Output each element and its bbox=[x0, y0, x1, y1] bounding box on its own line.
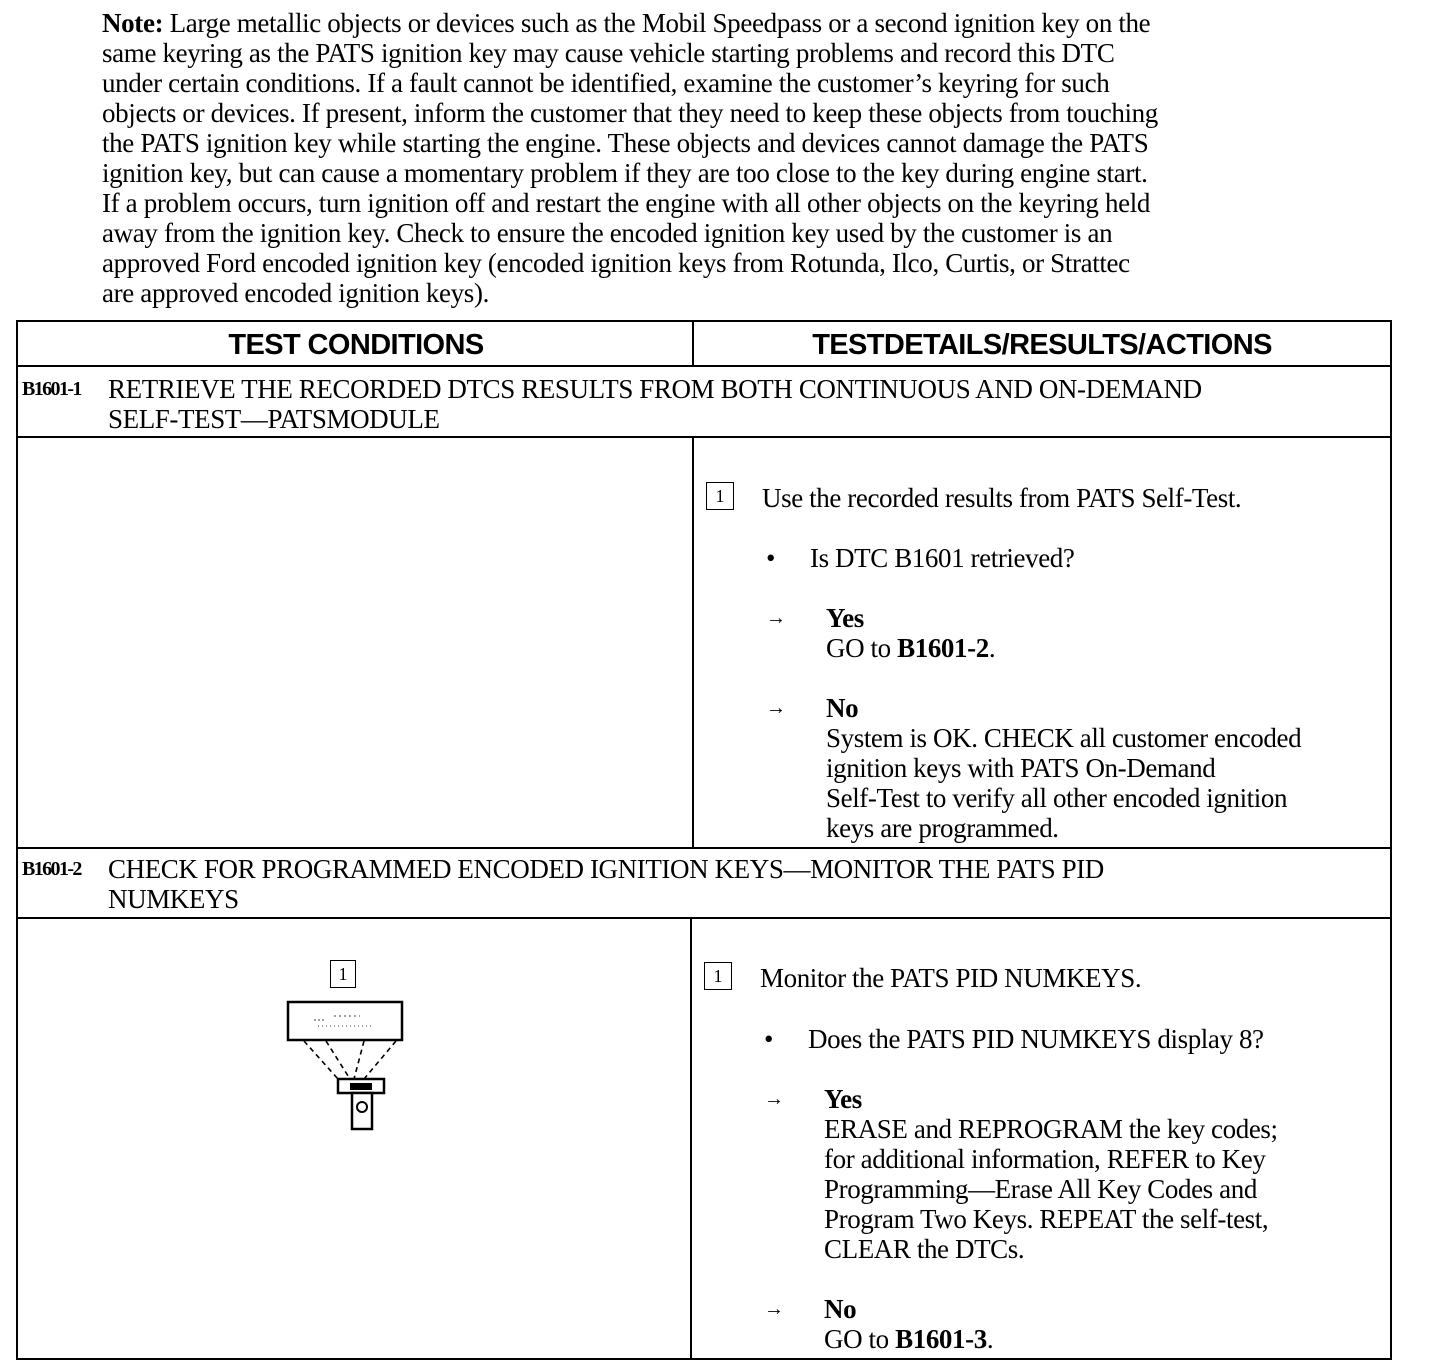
step-1-number-box: 1 bbox=[706, 482, 734, 510]
note-line-10: are approved encoded ignition keys). bbox=[102, 278, 490, 308]
note-line-5: the PATS ignition key while starting the engine. These objects and devices cannot damage the PATS bbox=[102, 128, 1149, 158]
arrow-right-icon: → bbox=[766, 607, 786, 629]
step-2-instruction: Monitor the PATS PID NUMKEYS. bbox=[760, 963, 1142, 993]
step-1-yes-label: Yes bbox=[826, 603, 864, 633]
step-1-yes-prefix: GO to bbox=[826, 633, 898, 663]
step-2-no-label: No bbox=[824, 1294, 857, 1324]
step-2-number-box: 1 bbox=[704, 962, 732, 990]
step-2-yes-line-5: CLEAR the DTCs. bbox=[824, 1234, 1025, 1264]
step-2-title-line-2: NUMKEYS bbox=[108, 884, 239, 914]
step-2-title-line-1: CHECK FOR PROGRAMMED ENCODED IGNITION KEYS—MONITOR THE PATS PID bbox=[108, 854, 1104, 884]
step-2-no-suffix: . bbox=[986, 1324, 994, 1354]
step-1-no-line-3: Self-Test to verify all other encoded ignition bbox=[826, 783, 1288, 813]
step-1-id: B1601-1 bbox=[22, 378, 81, 400]
scan-tool-screen bbox=[288, 1002, 402, 1040]
step-2-yes-line-4: Program Two Keys. REPEAT the self-test, bbox=[824, 1204, 1269, 1234]
step-2-id: B1601-2 bbox=[22, 858, 81, 880]
signal-ray-right bbox=[364, 1041, 396, 1079]
connector-hole bbox=[357, 1102, 367, 1112]
signal-ray-center-right bbox=[354, 1041, 364, 1079]
header-divider bbox=[692, 322, 694, 366]
step-1-title-rule bbox=[18, 436, 1390, 438]
note-line-1 bbox=[102, 8, 1332, 38]
signal-ray-center-left bbox=[326, 1041, 350, 1079]
note-line-3: under certain conditions. If a fault cannot be identified, examine the customer’s keyring for such bbox=[102, 68, 1110, 98]
step-1-question-text: Is DTC B1601 retrieved? bbox=[810, 543, 1075, 573]
arrow-right-icon: → bbox=[766, 697, 786, 719]
test-table bbox=[16, 320, 1392, 1360]
note-label: Note: bbox=[102, 8, 164, 38]
step-2-title bbox=[108, 854, 1104, 914]
step-1-instruction: Use the recorded results from PATS Self-Test. bbox=[762, 483, 1242, 513]
step-2-yes-line-2: for additional information, REFER to Key bbox=[824, 1144, 1266, 1174]
step-2-no-prefix: GO to bbox=[824, 1324, 896, 1354]
arrow-right-icon: → bbox=[764, 1088, 784, 1110]
header-test-details: TESTDETAILS/RESULTS/ACTIONS bbox=[812, 329, 1272, 361]
note-line-6: ignition key, but can cause a momentary problem if they are too close to the key during engine start. bbox=[102, 158, 1148, 188]
step-1-yes-ref: B1601-2 bbox=[897, 633, 989, 663]
step-2-yes-line-3: Programming—Erase All Key Codes and bbox=[824, 1174, 1257, 1204]
header-test-conditions: TEST CONDITIONS bbox=[228, 329, 484, 361]
step-1-bottom-rule bbox=[18, 847, 1390, 849]
step-2-yes-label: Yes bbox=[824, 1084, 862, 1114]
step-1-title bbox=[108, 374, 1202, 434]
note-line-9: approved Ford encoded ignition key (encoded ignition keys from Rotunda, Ilco, Curtis, or Strattec bbox=[102, 248, 1130, 278]
step-1-column-divider bbox=[692, 438, 694, 848]
connector-slot bbox=[350, 1083, 372, 1090]
step-1-yes-suffix: . bbox=[988, 633, 996, 663]
note-paragraph bbox=[102, 8, 1332, 308]
note-line-4: objects or devices. If present, inform the customer that they need to keep these objects from touching bbox=[102, 98, 1158, 128]
step-2-question-text: Does the PATS PID NUMKEYS display 8? bbox=[808, 1024, 1264, 1054]
diagram-number-box: 1 bbox=[330, 960, 356, 988]
step-1-title-line-1: RETRIEVE THE RECORDED DTCS RESULTS FROM BOTH CONTINUOUS AND ON-DEMAND bbox=[108, 374, 1202, 404]
note-line-1-text: Large metallic objects or devices such as the Mobil Speedpass or a second ignition key on the bbox=[163, 8, 1151, 38]
step-1-no-line-4: keys are programmed. bbox=[826, 813, 1059, 843]
note-line-7: If a problem occurs, turn ignition off and restart the engine with all other objects on the keyring held bbox=[102, 188, 1151, 218]
step-2-title-rule bbox=[18, 917, 1390, 919]
note-line-2: same keyring as the PATS ignition key may cause vehicle starting problems and record this DTC bbox=[102, 38, 1115, 68]
step-1-no-line-2: ignition keys with PATS On-Demand bbox=[826, 753, 1216, 783]
note-line-8: away from the ignition key. Check to ensure the encoded ignition key used by the customer is an bbox=[102, 218, 1113, 248]
step-1-no-label: No bbox=[826, 693, 859, 723]
step-2-column-divider bbox=[690, 919, 692, 1358]
step-1-title-line-2: SELF-TEST—PATSMODULE bbox=[108, 404, 440, 434]
arrow-right-icon: → bbox=[764, 1298, 784, 1320]
step-1-bullet: • bbox=[766, 543, 776, 573]
signal-ray-left bbox=[304, 1041, 338, 1079]
step-2-yes-line-1: ERASE and REPROGRAM the key codes; bbox=[824, 1114, 1278, 1144]
scan-tool-diagram bbox=[284, 954, 424, 1134]
step-2-no-ref: B1601-3 bbox=[895, 1324, 987, 1354]
step-2-bullet: • bbox=[764, 1024, 774, 1054]
header-bottom-rule bbox=[18, 365, 1390, 367]
step-1-no-line-1: System is OK. CHECK all customer encoded bbox=[826, 723, 1302, 753]
